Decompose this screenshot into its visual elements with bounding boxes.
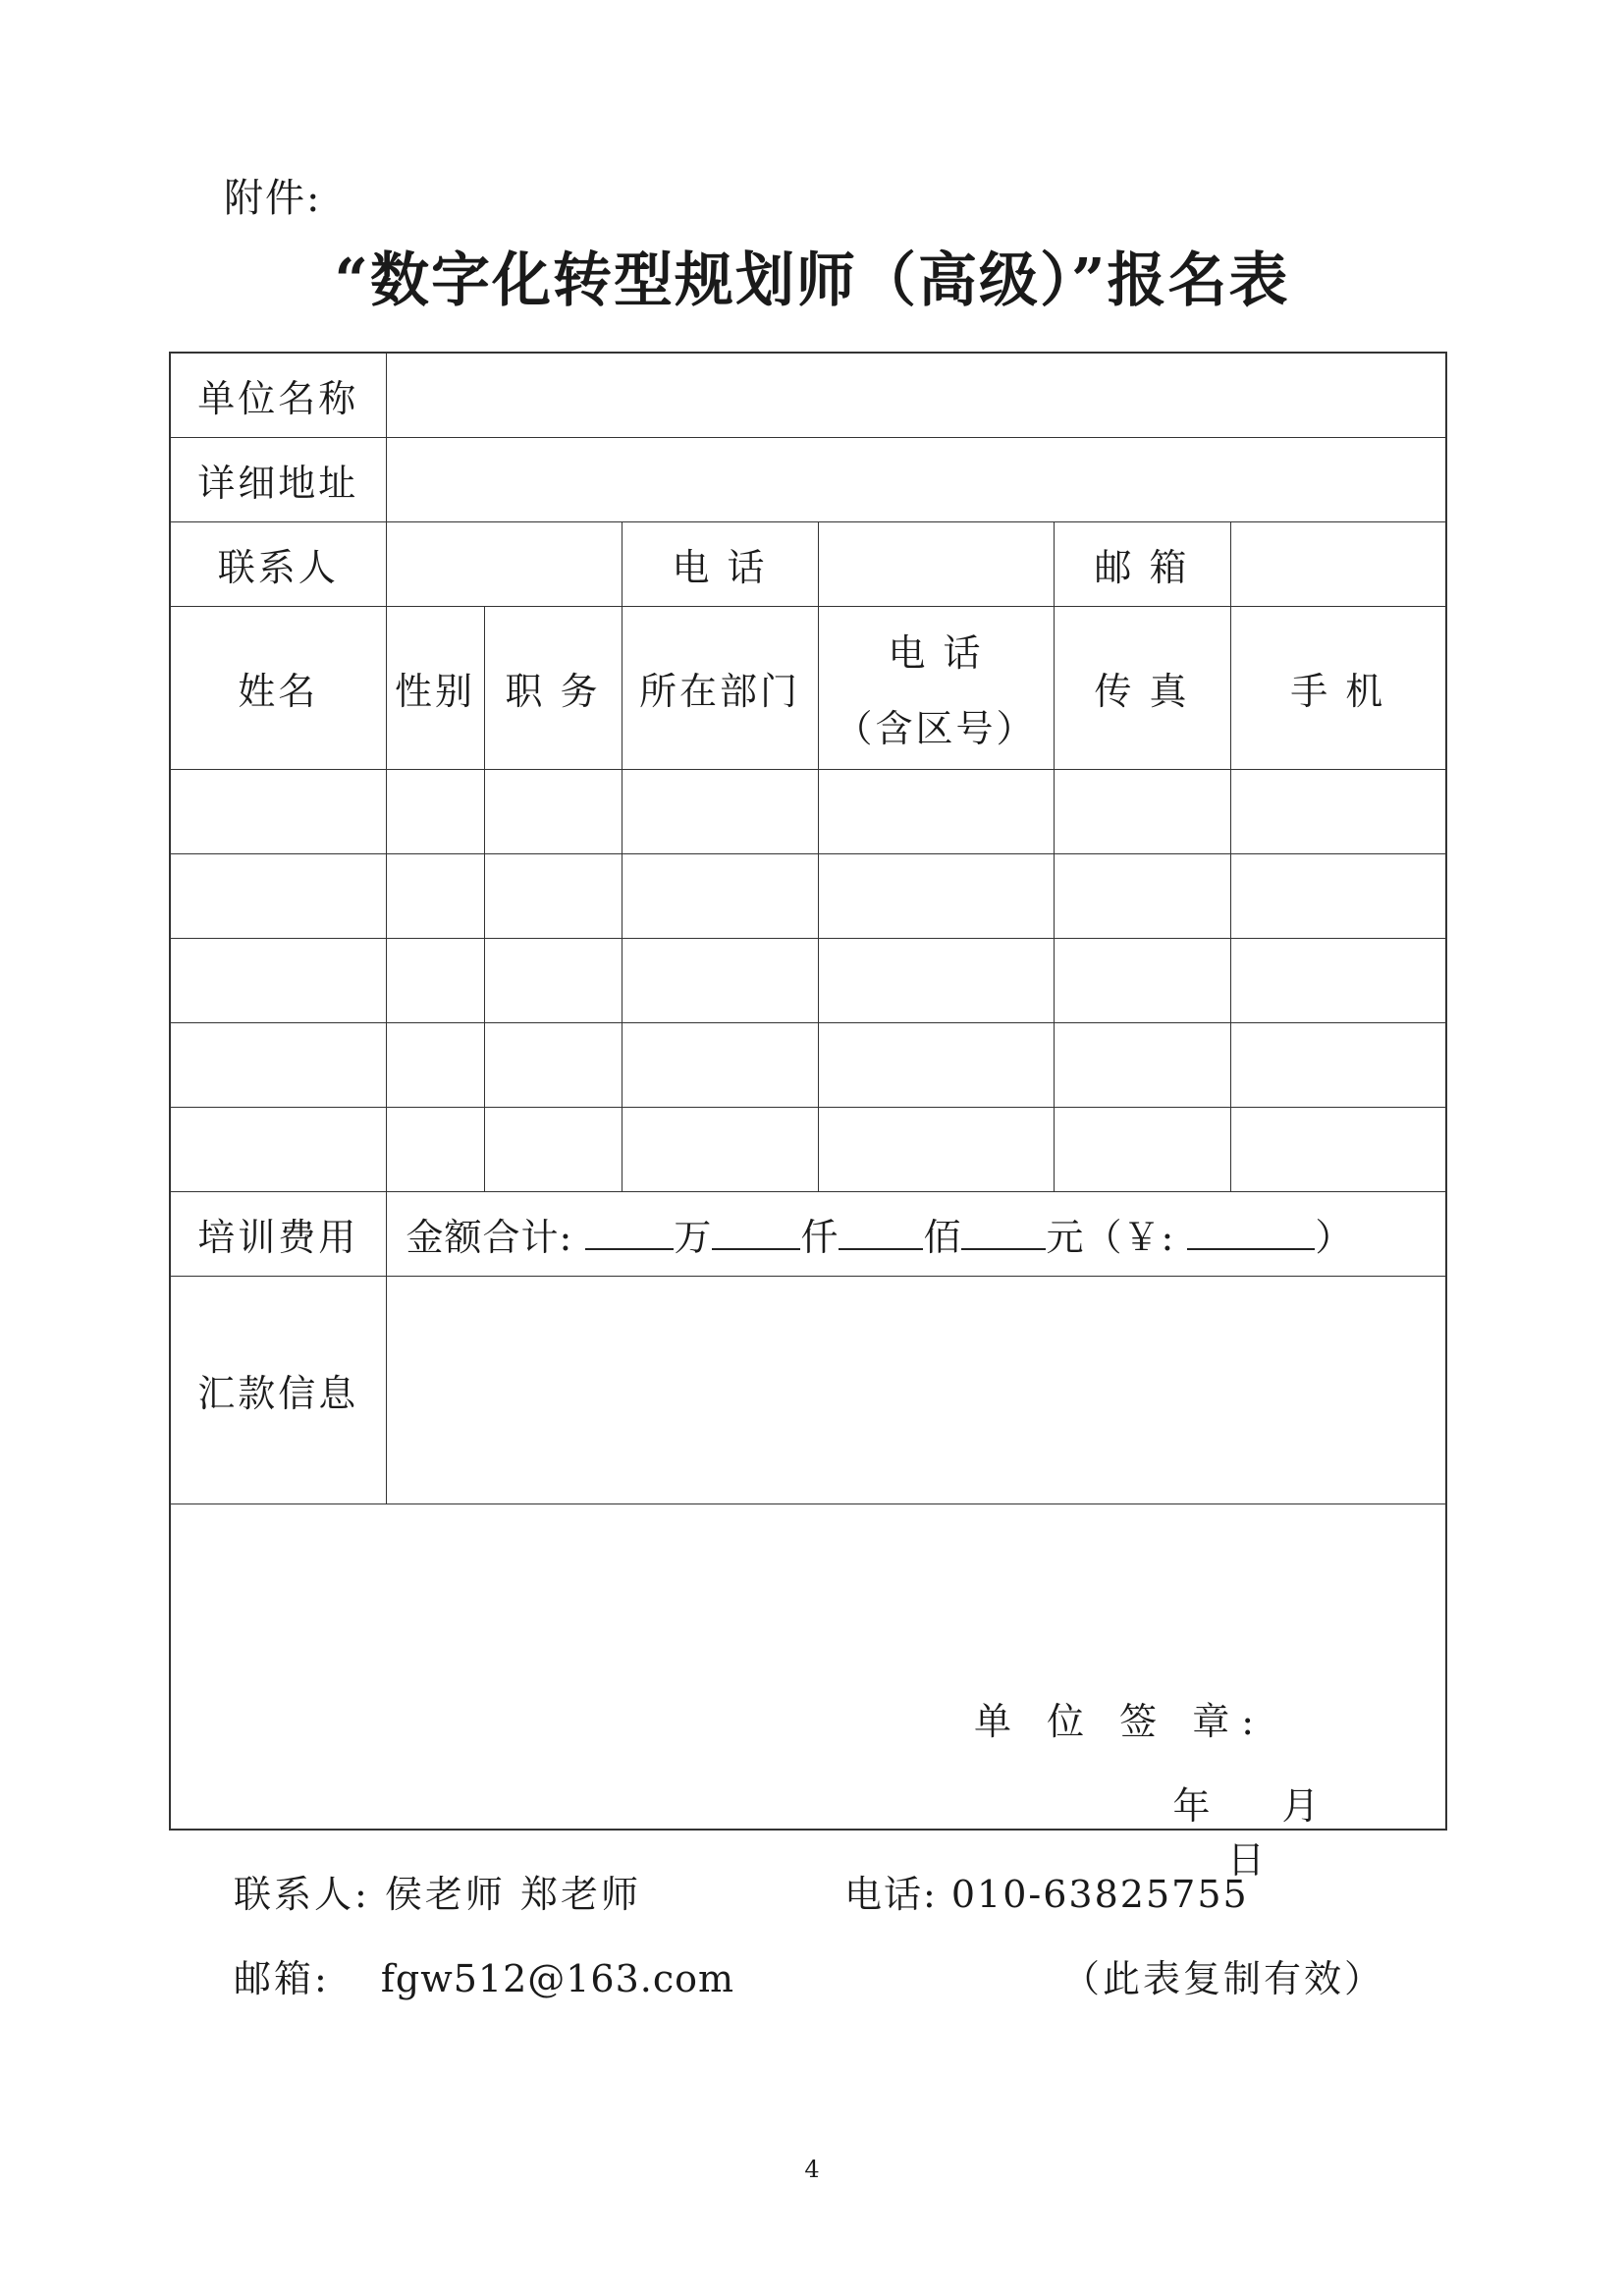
cell[interactable] (622, 769, 818, 853)
col-phone (818, 606, 1054, 769)
footer-note: （此表复制有效） (1062, 1957, 1385, 2000)
cell[interactable] (818, 1022, 1054, 1107)
cell[interactable] (386, 1107, 484, 1191)
cell[interactable] (1230, 1022, 1446, 1107)
col-phone-line1: 电 话 (888, 631, 984, 675)
cell[interactable] (818, 938, 1054, 1022)
remit-label: 汇款信息 (170, 1276, 386, 1503)
phone-field[interactable] (818, 521, 1054, 606)
cell[interactable] (622, 1107, 818, 1191)
attachment-label: 附件: (224, 176, 322, 221)
col-phone-line2: （含区号） (835, 707, 1037, 750)
cell[interactable] (1054, 853, 1230, 938)
fee-qian-blank[interactable] (712, 1219, 800, 1250)
col-department: 所在部门 (622, 606, 818, 769)
cell[interactable] (818, 769, 1054, 853)
fee-field[interactable] (386, 1191, 1446, 1276)
cell[interactable] (622, 853, 818, 938)
phone-label: 电 话 (622, 521, 818, 606)
cell[interactable] (1230, 1107, 1446, 1191)
fee-close: ） (1315, 1215, 1354, 1259)
seal-area (170, 1503, 1446, 1882)
fee-qian: 仟 (800, 1215, 839, 1259)
cell[interactable] (484, 938, 622, 1022)
footer-email (234, 1948, 734, 2002)
cell[interactable] (386, 1022, 484, 1107)
fee-wan-blank[interactable] (585, 1219, 674, 1250)
cell[interactable] (1230, 853, 1446, 938)
unit-name-field[interactable] (386, 353, 1446, 437)
page-number: 4 (804, 2156, 820, 2183)
col-position: 职 务 (484, 606, 622, 769)
cell[interactable] (170, 938, 386, 1022)
cell[interactable] (1054, 1022, 1230, 1107)
col-name: 姓名 (170, 606, 386, 769)
cell[interactable] (1230, 769, 1446, 853)
cell[interactable] (484, 769, 622, 853)
cell[interactable] (818, 853, 1054, 938)
footer-phone: 电话: 010-63825755 (844, 1873, 1249, 1916)
cell[interactable] (386, 769, 484, 853)
registration-form (169, 352, 1447, 1882)
cell[interactable] (622, 938, 818, 1022)
cell[interactable] (170, 1022, 386, 1107)
fee-yuan: 元（￥: (1046, 1215, 1175, 1259)
email-label: 邮 箱 (1054, 521, 1230, 606)
cell[interactable] (170, 769, 386, 853)
cell[interactable] (170, 1107, 386, 1191)
table-row (170, 853, 1446, 938)
table-row (170, 938, 1446, 1022)
table-row (170, 1107, 1446, 1191)
cell[interactable] (484, 1107, 622, 1191)
footer-contact: 联系人: 侯老师 郑老师 (234, 1873, 641, 1916)
fee-wan: 万 (674, 1215, 713, 1259)
cell[interactable] (386, 938, 484, 1022)
address-field[interactable] (386, 437, 1446, 521)
footer-email-label: 邮箱: (234, 1957, 330, 2000)
cell[interactable] (818, 1107, 1054, 1191)
cell[interactable] (1054, 769, 1230, 853)
fee-label: 培训费用 (170, 1191, 386, 1276)
col-gender: 性别 (386, 606, 484, 769)
fee-bai-blank[interactable] (839, 1219, 923, 1250)
cell[interactable] (484, 1022, 622, 1107)
col-fax: 传 真 (1054, 606, 1230, 769)
cell[interactable] (1230, 938, 1446, 1022)
cell[interactable] (1054, 1107, 1230, 1191)
cell[interactable] (386, 853, 484, 938)
contact-label: 联系人 (170, 521, 386, 606)
date-year: 年 (1172, 1783, 1214, 1828)
address-label: 详细地址 (170, 437, 386, 521)
fee-prefix: 金额合计: (406, 1215, 573, 1259)
remit-field[interactable] (386, 1276, 1446, 1503)
fee-yuan-blank[interactable] (961, 1219, 1046, 1250)
fee-total-blank[interactable] (1187, 1219, 1315, 1250)
cell[interactable] (622, 1022, 818, 1107)
cell[interactable] (1054, 938, 1230, 1022)
form-title: “数字化转型规划师（高级）”报名表 (334, 246, 1290, 315)
email-field[interactable] (1230, 521, 1446, 606)
table-row (170, 769, 1446, 853)
seal-label: 单 位 签 章: (974, 1699, 1267, 1743)
cell[interactable] (484, 853, 622, 938)
cell[interactable] (170, 853, 386, 938)
unit-name-label: 单位名称 (170, 353, 386, 437)
contact-field[interactable] (386, 521, 622, 606)
date-day: 日 (1226, 1837, 1268, 1882)
footer-email-address[interactable]: fgw512@163.com (380, 1957, 735, 2000)
date-month: 月 (1281, 1783, 1323, 1828)
table-row (170, 1022, 1446, 1107)
fee-bai: 佰 (923, 1215, 962, 1259)
col-mobile: 手 机 (1230, 606, 1446, 769)
